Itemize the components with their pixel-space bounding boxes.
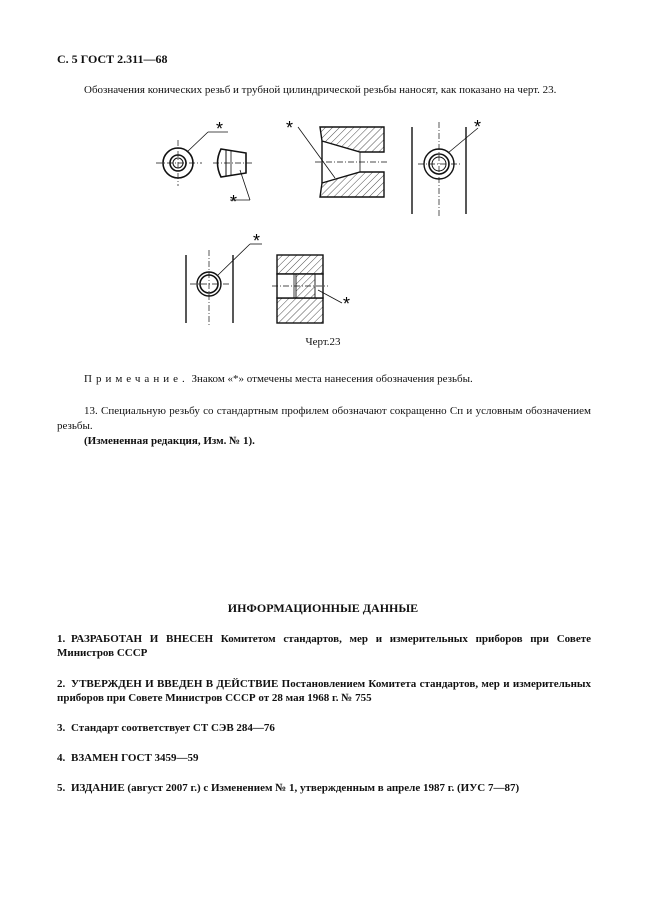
info-item (57, 721, 591, 735)
mark-star: * (343, 294, 351, 314)
item-number: 2. (57, 678, 66, 690)
page-header: С. 5 ГОСТ 2.311—68 (57, 52, 168, 66)
item-text: УТВЕРЖДЕН И ВВЕДЕН В ДЕЙСТВИЕ Постановлением Комитета стандартов, мер и измерительных приборов при Совете Министров СССР от 28 мая 1968 г. № 755 (57, 678, 591, 704)
figure-cylindrical-hole-section (272, 255, 342, 323)
info-item (57, 677, 591, 705)
note-label: Примечание. (84, 373, 189, 385)
intro-paragraph: Обозначения конических резьб и трубной цилиндрической резьбы наносят, как показано на черт. 23. (84, 84, 557, 96)
figure-cylindrical-hole-front-view (186, 244, 262, 327)
item-text: ИЗДАНИЕ (август 2007 г.) с Изменением № 1, утвержденным в апреле 1987 г. (ИУС 7—87) (71, 782, 520, 794)
item-number: 3. (57, 722, 66, 734)
item-number: 4. (57, 752, 66, 764)
note-text: Знаком «*» отмечены места нанесения обозначения резьбы. (188, 373, 473, 385)
figure-tapered-hole-section (298, 127, 388, 197)
item-number: 1. (57, 633, 66, 645)
item-number: 5. (57, 782, 66, 794)
mark-star: * (474, 117, 482, 137)
item-text: Стандарт соответствует СТ СЭВ 284—76 (71, 722, 275, 734)
note (57, 372, 591, 387)
mark-star: * (230, 192, 238, 212)
info-section-title: ИНФОРМАЦИОННЫЕ ДАННЫЕ (227, 601, 419, 615)
figure-caption: Черт.23 (305, 336, 341, 348)
info-item (57, 781, 591, 795)
info-item (57, 751, 591, 765)
mark-star: * (216, 119, 224, 139)
amendment-note: (Измененная редакция, Изм. № 1). (84, 435, 255, 447)
drawing-23 (0, 0, 646, 340)
clause-13: 13. Специальную резьбу со стандартным профилем обозначают сокращенно Сп и условным обозначением резьбы. (57, 405, 591, 432)
mark-star: * (286, 118, 294, 138)
item-text: РАЗРАБОТАН И ВНЕСЕН Комитетом стандартов, мер и измерительных приборов при Совете Министров СССР (57, 633, 591, 659)
info-item (57, 632, 591, 660)
figure-hole-front-view (412, 122, 478, 218)
mark-star: * (253, 231, 261, 251)
item-text: ВЗАМЕН ГОСТ 3459—59 (71, 752, 199, 764)
